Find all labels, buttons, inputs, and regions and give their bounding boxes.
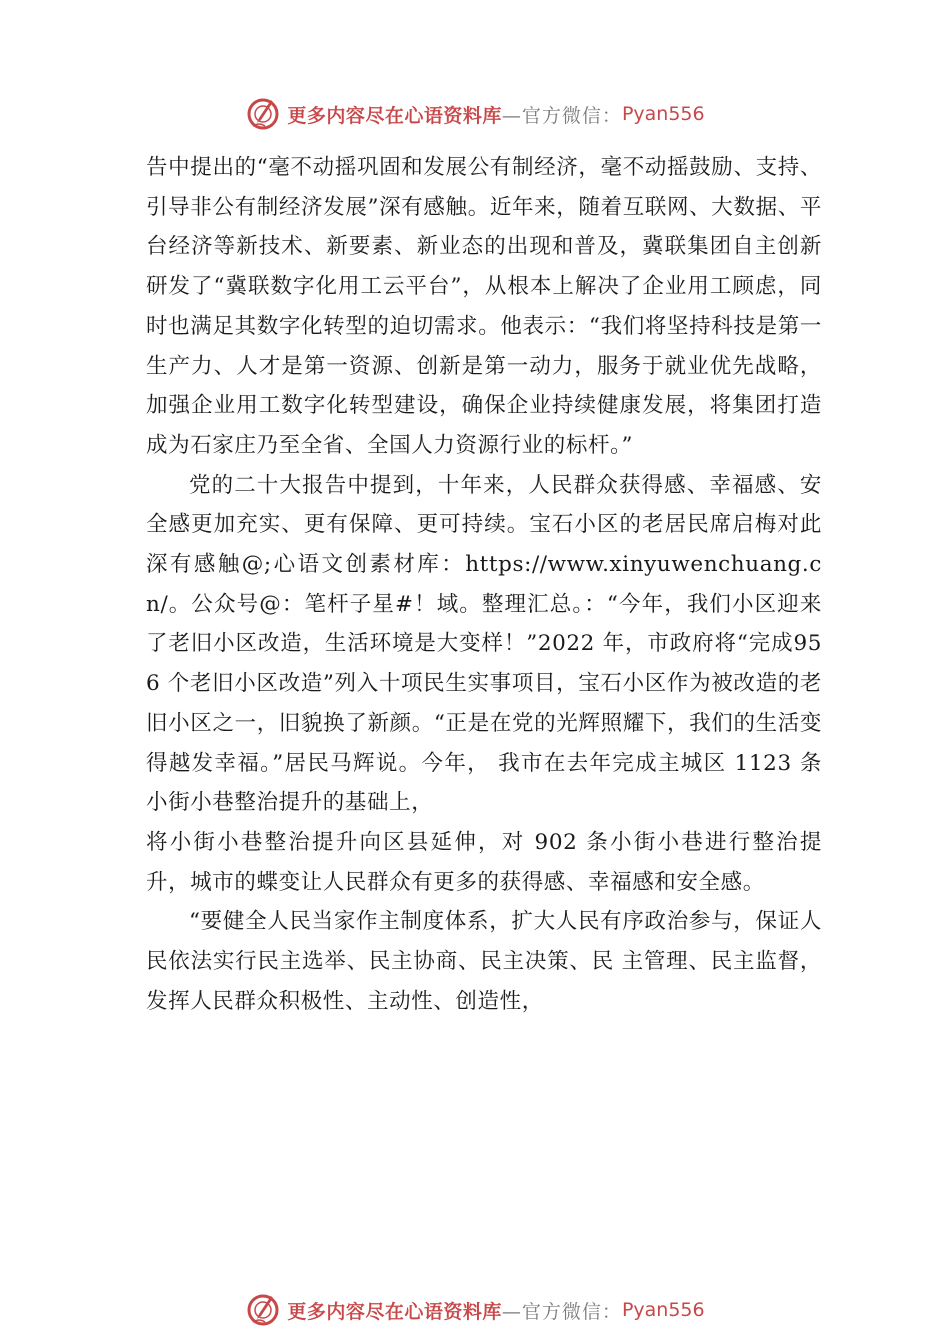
header-banner bbox=[0, 94, 950, 134]
banner-library-text: 更多内容尽在心语资料库 bbox=[287, 1300, 502, 1323]
document-body bbox=[146, 148, 822, 1021]
quill-logo-icon bbox=[245, 1292, 281, 1328]
banner-library-text: 更多内容尽在心语资料库 bbox=[287, 104, 502, 127]
footer-banner bbox=[0, 1290, 950, 1330]
paragraph-3: “要健全人民当家作主制度体系，扩大人民有序政治参与，保证人民依法实行民主选举、民主协商、民主决策、民 主管理、民主监督，发挥人民群众积极性、主动性、创造性， bbox=[146, 909, 822, 1014]
banner-wechat-label: —官方微信： bbox=[501, 104, 622, 127]
paragraph-1: 告中提出的“毫不动摇巩固和发展公有制经济，毫不动摇鼓励、支持、引导非公有制经济发展”深有感触。近年来，随着互联网、大数据、平台经济等新技术、新要素、新业态的出现和普及，冀联集团自主创新研发了“冀联数字化用工云平台”，从根本上解决了企业用工顾虑，同时也满足其数字化转型的迫切需求。他表示：“我们将坚持科技是第一生产力、人才是第一资源、创新是第一动力，服务于就业优先战略，加强企业用工数字化转型建设，确保企业持续健康发展，将集团打造成为石家庄乃至全省、全国人力资源行业的标杆。” bbox=[146, 155, 822, 458]
banner-wechat-id: Pyan556 bbox=[621, 103, 705, 125]
banner-wechat-id: Pyan556 bbox=[621, 1299, 705, 1321]
paragraph-2: 党的二十大报告中提到，十年来，人民群众获得感、幸福感、安全感更加充实、更有保障、更可持续。宝石小区的老居民席启梅对此深有感触@;心语文创素材库：https://www.xinyuwenchuang.cn/。公众号@：笔杆子星#！域。整理汇总。：“今年，我们小区迎来了老旧小区改造，生活环境是大变样！”2022 年，市政府将“完成956 个老旧小区改造”列入十项民生实事项目，宝石小区作为被改造的老旧小区之一，旧貌换了新颜。“正是在党的光辉照耀下，我们的生活变得越发幸福。”居民马辉说。今年， 我市在去年完成主城区 1123 条小街小巷整治提升的基础上， 将小街小巷整治提升向区县延伸，对 902 条小街小巷进行整治提升，城市的蝶变让人民群众有更多的获得感、幸福感和安全感。 bbox=[146, 472, 822, 895]
banner-wechat-label: —官方微信： bbox=[501, 1300, 622, 1323]
quill-logo-icon bbox=[245, 96, 281, 132]
